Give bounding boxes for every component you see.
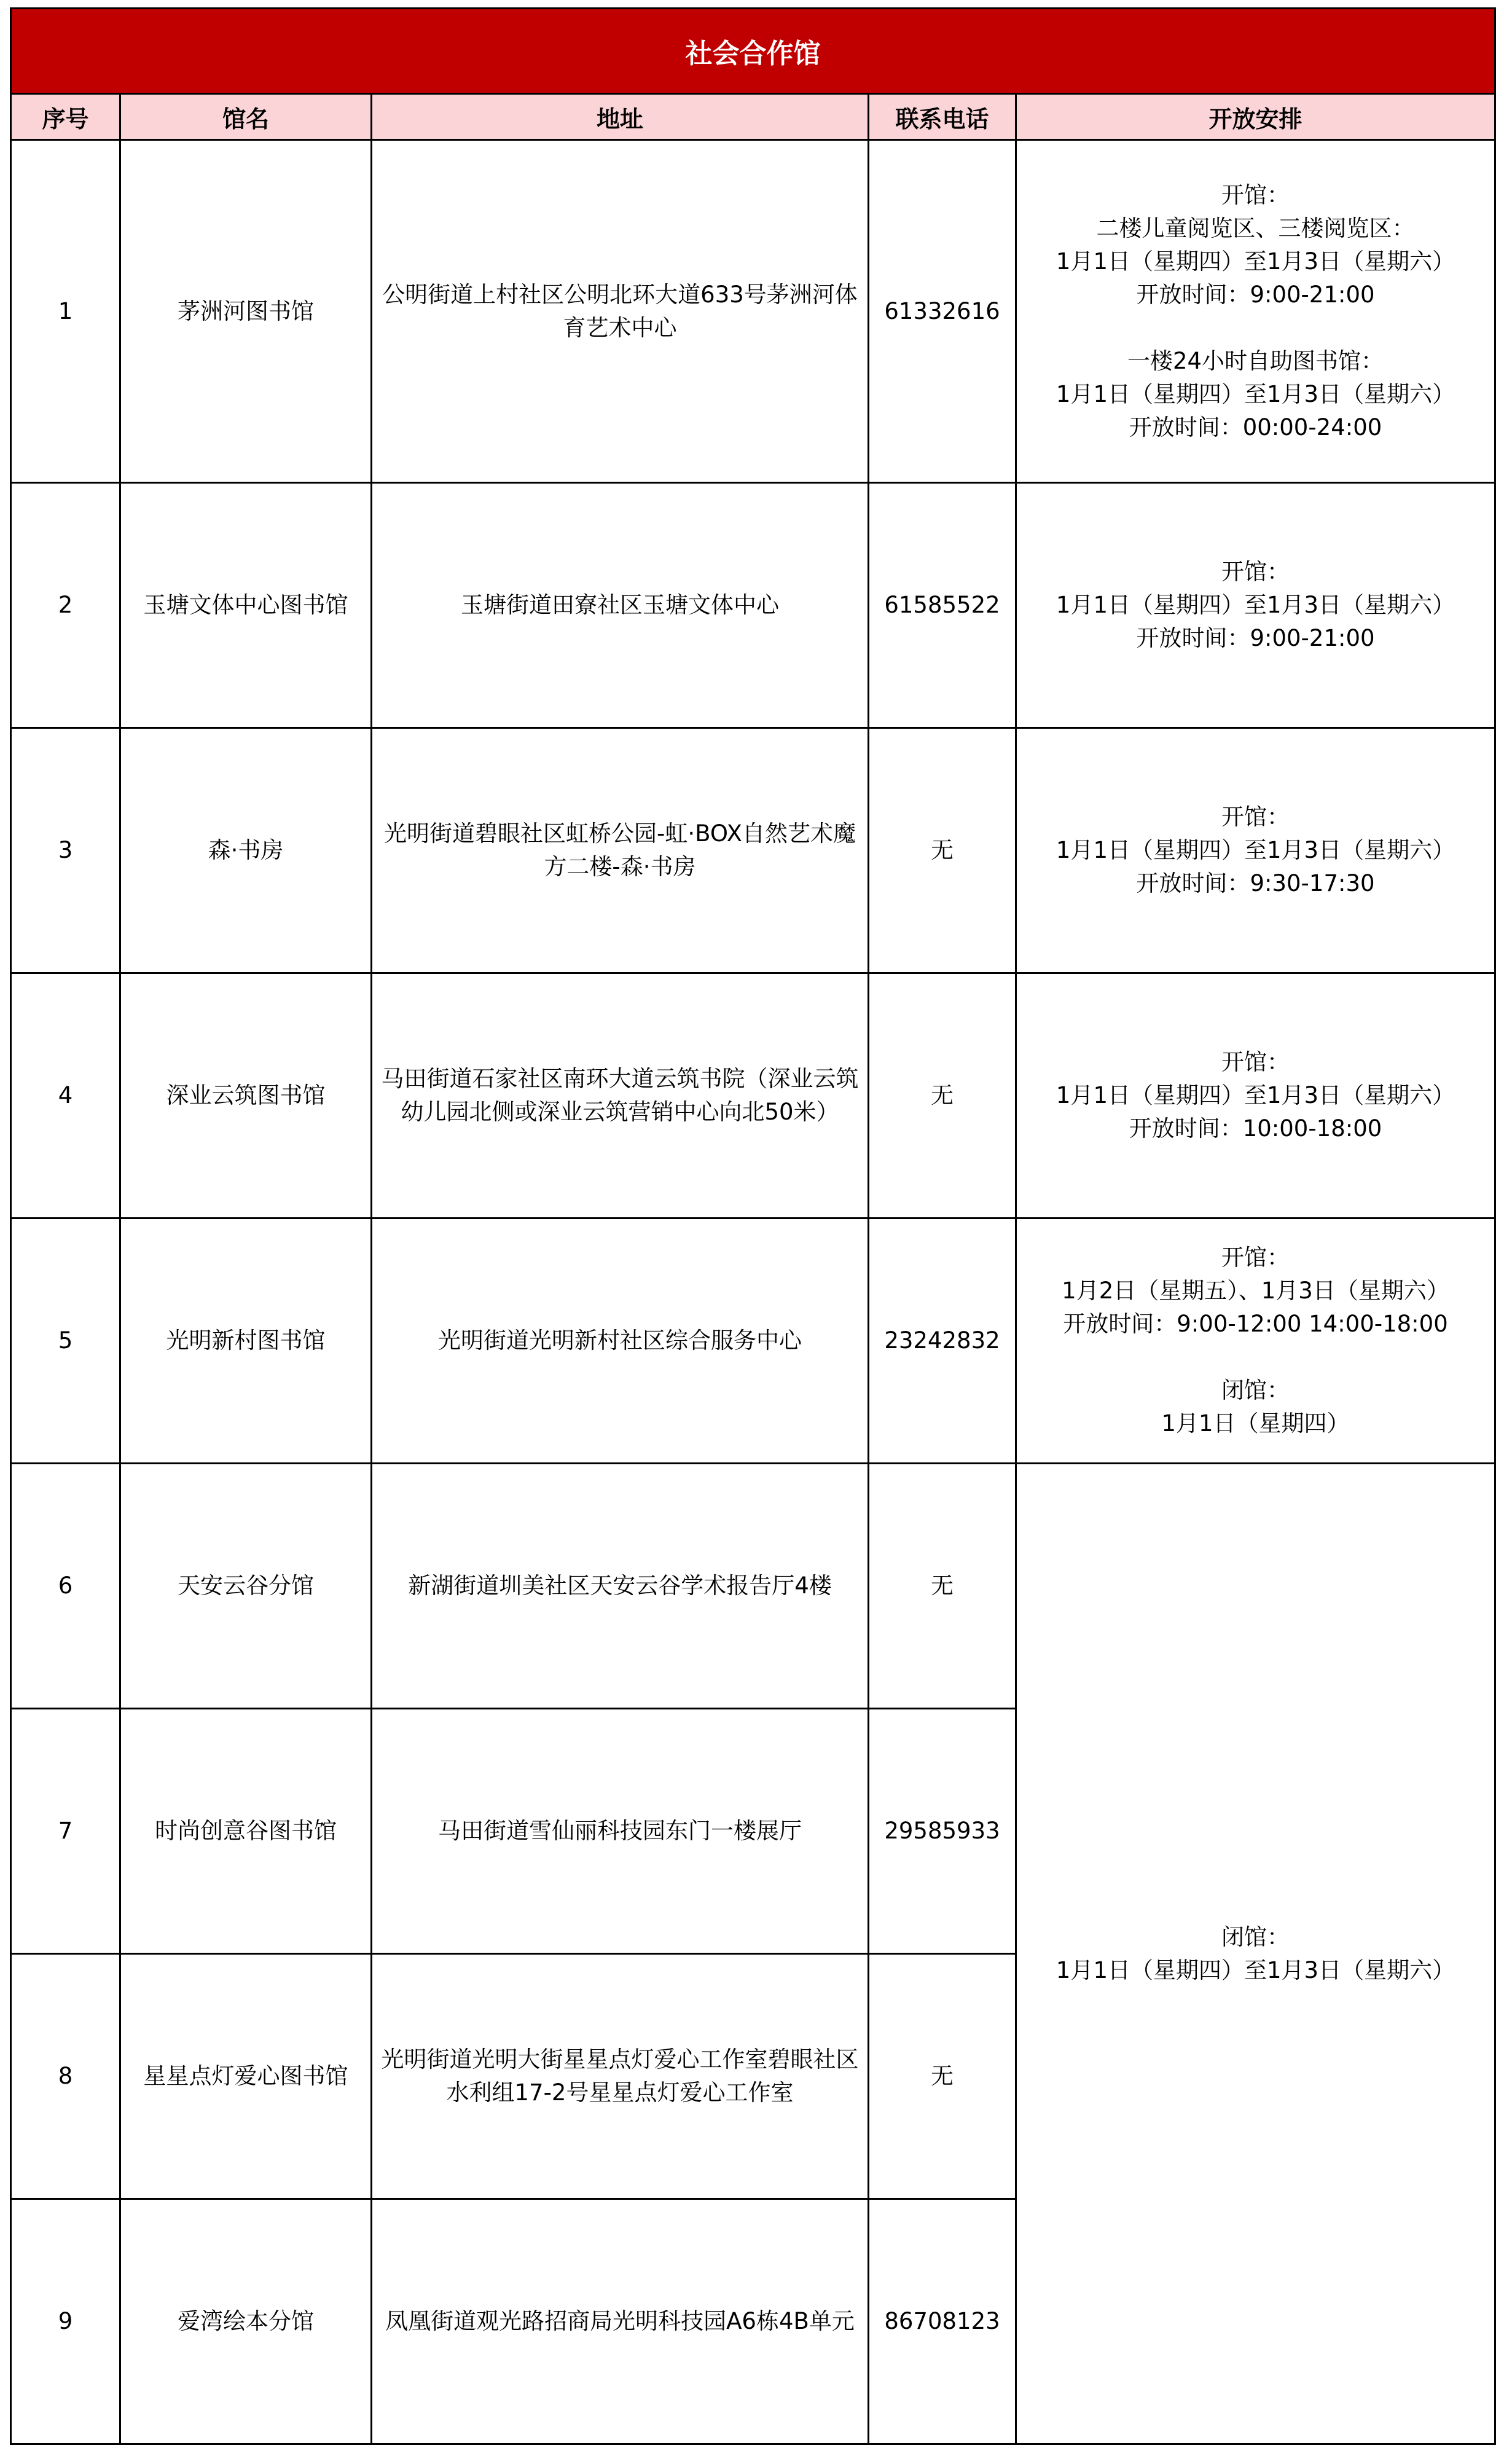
schedule-spacer — [1023, 312, 1488, 345]
header-row — [11, 94, 1495, 140]
cell-schedule — [1016, 1218, 1495, 1464]
header-phone: 联系电话 — [869, 94, 1016, 140]
schedule-line: 开馆： — [1221, 804, 1290, 830]
cell-schedule — [1016, 483, 1495, 728]
cell-name: 星星点灯爱心图书馆 — [120, 1954, 372, 2199]
schedule-line: 1月1日（星期四）至1月3日（星期六） — [1056, 592, 1455, 618]
table-row — [11, 483, 1495, 728]
cell-name: 茅洲河图书馆 — [120, 140, 372, 483]
cell-schedule — [1016, 140, 1495, 483]
cell-phone: 无 — [869, 1954, 1016, 2199]
cell-seq: 2 — [11, 483, 120, 728]
cell-schedule — [1016, 973, 1495, 1218]
cell-address: 光明街道光明新村社区综合服务中心 — [372, 1218, 869, 1464]
header-address: 地址 — [372, 94, 869, 140]
schedule-line: 开放时间：9:00-12:00 14:00-18:00 — [1063, 1311, 1448, 1337]
table-row — [11, 140, 1495, 483]
schedule-line: 开放时间：9:00-21:00 — [1136, 281, 1375, 308]
cell-address: 新湖街道圳美社区天安云谷学术报告厅4楼 — [372, 1464, 869, 1709]
schedule-line: 1月1日（星期四）至1月3日（星期六） — [1056, 837, 1455, 863]
schedule-spacer — [1023, 1341, 1488, 1374]
header-schedule: 开放安排 — [1016, 94, 1495, 140]
cell-address: 光明街道光明大街星星点灯爱心工作室碧眼社区水利组17-2号星星点灯爱心工作室 — [372, 1954, 869, 2199]
cell-phone: 无 — [869, 728, 1016, 973]
schedule-line: 开放时间：10:00-18:00 — [1129, 1115, 1382, 1142]
cell-seq: 3 — [11, 728, 120, 973]
cell-phone: 无 — [869, 973, 1016, 1218]
cell-address: 光明街道碧眼社区虹桥公园-虹·BOX自然艺术魔方二楼-森·书房 — [372, 728, 869, 973]
table-title: 社会合作馆 — [11, 9, 1495, 94]
cell-name: 时尚创意谷图书馆 — [120, 1709, 372, 1954]
cell-name: 玉塘文体中心图书馆 — [120, 483, 372, 728]
table-row — [11, 728, 1495, 973]
schedule-line: 1月1日（星期四）至1月3日（星期六） — [1056, 1956, 1455, 1983]
table-row — [11, 1218, 1495, 1464]
header-seq: 序号 — [11, 94, 120, 140]
schedule-line: 开放时间：9:00-21:00 — [1136, 625, 1375, 651]
schedule-line: 1月1日（星期四） — [1161, 1410, 1350, 1437]
cell-schedule — [1016, 728, 1495, 973]
cell-address: 马田街道石家社区南环大道云筑书院（深业云筑幼儿园北侧或深业云筑营销中心向北50米） — [372, 973, 869, 1218]
schedule-line: 1月1日（星期四）至1月3日（星期六） — [1056, 248, 1455, 275]
library-schedule-table — [10, 7, 1496, 2445]
cell-name: 天安云谷分馆 — [120, 1464, 372, 1709]
cell-schedule-merged — [1016, 1464, 1495, 2444]
header-name: 馆名 — [120, 94, 372, 140]
schedule-line: 1月1日（星期四）至1月3日（星期六） — [1056, 1082, 1455, 1108]
cell-address: 玉塘街道田寮社区玉塘文体中心 — [372, 483, 869, 728]
cell-name: 爱湾绘本分馆 — [120, 2199, 372, 2444]
cell-address: 公明街道上村社区公明北环大道633号茅洲河体育艺术中心 — [372, 140, 869, 483]
cell-seq: 5 — [11, 1218, 120, 1464]
schedule-line: 闭馆： — [1221, 1923, 1290, 1950]
cell-address: 马田街道雪仙丽科技园东门一楼展厅 — [372, 1709, 869, 1954]
cell-seq: 7 — [11, 1709, 120, 1954]
schedule-line: 开馆： — [1221, 559, 1290, 585]
table-row — [11, 973, 1495, 1218]
cell-address: 凤凰街道观光路招商局光明科技园A6栋4B单元 — [372, 2199, 869, 2444]
cell-name: 深业云筑图书馆 — [120, 973, 372, 1218]
table-row — [11, 1464, 1495, 1709]
schedule-line: 闭馆： — [1221, 1377, 1290, 1403]
schedule-line: 开放时间：00:00-24:00 — [1129, 414, 1382, 441]
schedule-line: 开馆： — [1221, 1049, 1290, 1075]
schedule-line: 一楼24小时自助图书馆： — [1127, 347, 1384, 374]
cell-seq: 1 — [11, 140, 120, 483]
cell-phone: 61332616 — [869, 140, 1016, 483]
cell-phone: 29585933 — [869, 1709, 1016, 1954]
cell-name: 森·书房 — [120, 728, 372, 973]
cell-seq: 4 — [11, 973, 120, 1218]
cell-seq: 8 — [11, 1954, 120, 2199]
cell-phone: 23242832 — [869, 1218, 1016, 1464]
cell-phone: 86708123 — [869, 2199, 1016, 2444]
cell-seq: 6 — [11, 1464, 120, 1709]
schedule-line: 1月2日（星期五）、1月3日（星期六） — [1062, 1277, 1449, 1304]
schedule-line: 1月1日（星期四）至1月3日（星期六） — [1056, 380, 1455, 407]
cell-seq: 9 — [11, 2199, 120, 2444]
cell-phone: 无 — [869, 1464, 1016, 1709]
cell-phone: 61585522 — [869, 483, 1016, 728]
cell-name: 光明新村图书馆 — [120, 1218, 372, 1464]
schedule-line: 开馆： — [1221, 181, 1290, 208]
schedule-line: 开放时间：9:30-17:30 — [1136, 870, 1375, 897]
schedule-line: 二楼儿童阅览区、三楼阅览区： — [1096, 214, 1415, 241]
schedule-line: 开馆： — [1221, 1244, 1290, 1271]
